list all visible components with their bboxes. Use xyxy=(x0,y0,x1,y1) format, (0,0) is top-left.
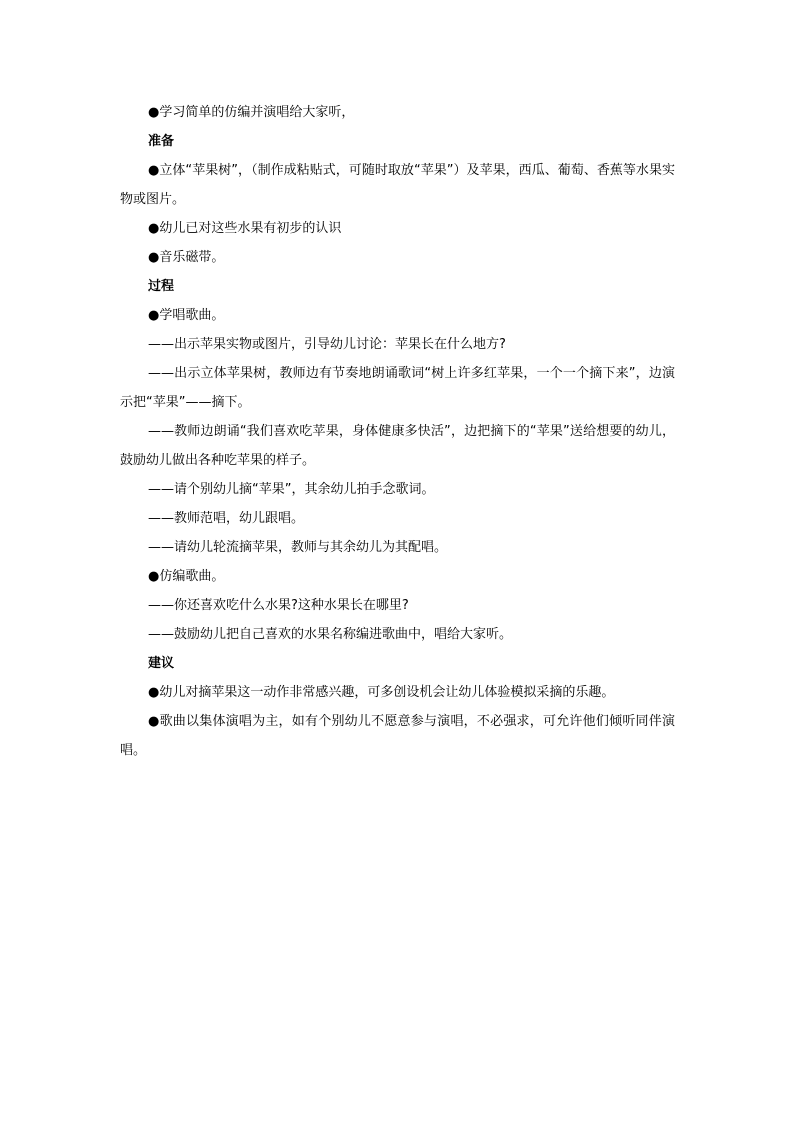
paragraph-prep-tape: ●音乐磁带。 xyxy=(148,250,225,265)
paragraph-adapt-song: ●仿编歌曲。 xyxy=(148,569,225,584)
paragraph-suggestion-1: ●幼儿对摘苹果这一动作非常感兴趣，可多创设机会让幼儿体验模拟采摘的乐趣。 xyxy=(148,685,615,700)
paragraph-step-6: ——请幼儿轮流摘苹果，教师与其余幼儿为其配唱。 xyxy=(148,540,448,555)
paragraph-learn-song: ●学唱歌曲。 xyxy=(148,308,225,323)
paragraph-step-1: ——出示苹果实物或图片，引导幼儿讨论：苹果长在什么地方? xyxy=(148,337,506,352)
heading-process: 过程 xyxy=(148,279,175,294)
heading-suggestions: 建议 xyxy=(148,656,175,671)
paragraph-step-5: ——教师范唱，幼儿跟唱。 xyxy=(148,511,305,526)
paragraph-prep-knowledge: ●幼儿已对这些水果有初步的认识 xyxy=(148,221,342,236)
paragraph-prep-materials: ●立体“苹果树”，（制作成粘贴式，可随时取放“苹果”）及苹果，西瓜、葡萄、香蕉等水果实物或图片。 xyxy=(120,163,675,207)
paragraph-suggestion-2: ●歌曲以集体演唱为主，如有个别幼儿不愿意参与演唱，不必强求，可允许他们倾听同伴演唱。 xyxy=(120,714,675,758)
paragraph-goal: ●学习简单的仿编并演唱给大家听， xyxy=(148,105,355,120)
document-body xyxy=(120,98,675,765)
paragraph-step-2: ——出示立体苹果树，教师边有节奏地朗诵歌词“树上许多红苹果，一个一个摘下来”，边演示把“苹果”——摘下。 xyxy=(120,366,675,410)
paragraph-adapt-1: ——你还喜欢吃什么水果?这种水果长在哪里? xyxy=(148,598,409,613)
paragraph-step-3: ——教师边朗诵“我们喜欢吃苹果，身体健康多快活”，边把摘下的“苹果”送给想要的幼儿，鼓励幼儿做出各种吃苹果的样子。 xyxy=(120,424,675,468)
heading-preparation: 准备 xyxy=(148,134,175,149)
paragraph-adapt-2: ——鼓励幼儿把自己喜欢的水果名称编进歌曲中，唱给大家听。 xyxy=(148,627,513,642)
paragraph-step-4: ——请个别幼儿摘“苹果”，其余幼儿拍手念歌词。 xyxy=(148,482,435,497)
